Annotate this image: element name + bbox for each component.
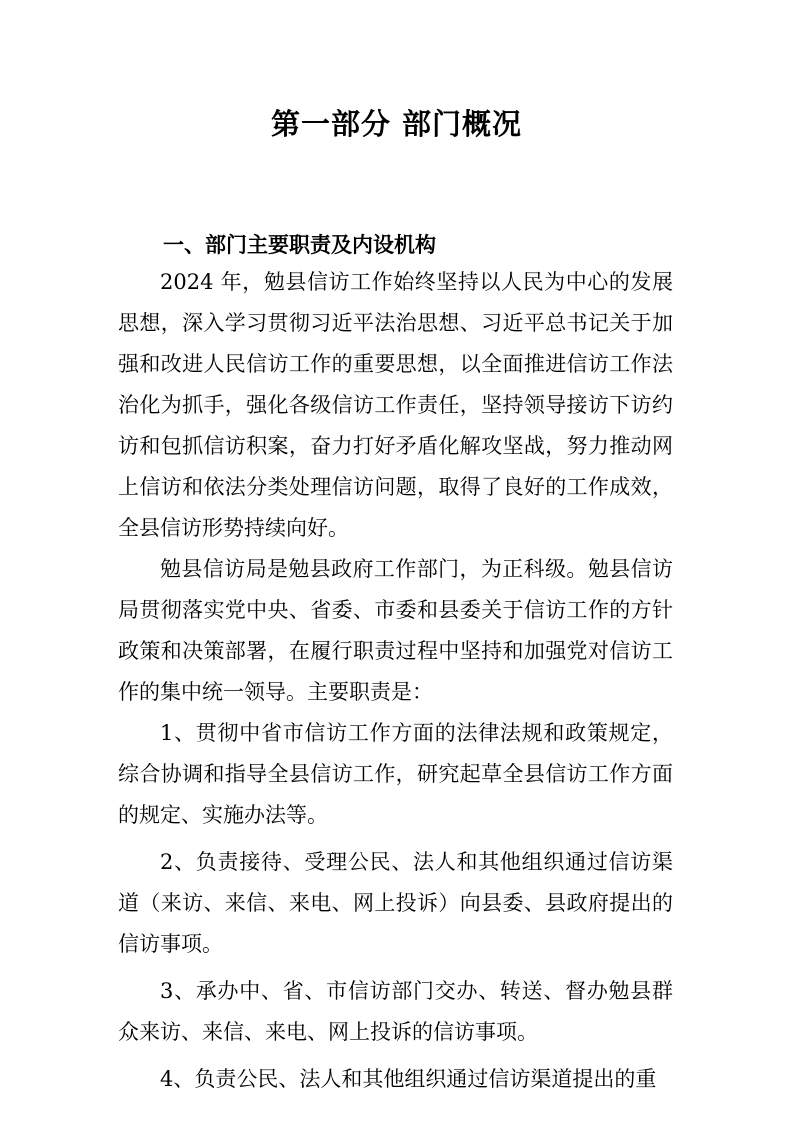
paragraph-overview: 2024 年，勉县信访工作始终坚持以人民为中心的发展思想，深入学习贯彻习近平法治思想、习近平总书记关于加强和改进人民信访工作的重要思想，以全面推进信访工作法治化为抓手，强化各级信访工作责任，坚持领导接访下访约访和包抓信访积案，奋力打好矛盾化解攻坚战，努力推动网上信访和依法分类处理信访问题，取得了良好的工作成效，全县信访形势持续向好。 xyxy=(118,270,673,540)
paragraph-duty-4: 4、负责公民、法人和其他组织通过信访渠道提出的重 xyxy=(160,1067,657,1091)
body-text xyxy=(118,262,673,1100)
paragraph-bureau-intro: 勉县信访局是勉县政府工作部门，为正科级。勉县信访局贯彻落实党中央、省委、市委和县委关于信访工作的方针政策和决策部署，在履行职责过程中坚持和加强党对信访工作的集中统一领导。主要职责是： xyxy=(118,557,673,704)
paragraph-duty-1: 1、贯彻中省市信访工作方面的法律法规和政策规定，综合协调和指导全县信访工作，研究起草全县信访工作方面的规定、实施办法等。 xyxy=(118,721,673,827)
page-title: 第一部分 部门概况 xyxy=(270,107,523,141)
paragraph-duty-3: 3、承办中、省、市信访部门交办、转送、督办勉县群众来访、来信、来电、网上投诉的信访事项。 xyxy=(118,979,673,1044)
paragraph-duty-2: 2、负责接待、受理公民、法人和其他组织通过信访渠道（来访、来信、来电、网上投诉）向县委、县政府提出的信访事项。 xyxy=(118,850,673,956)
section-heading: 一、部门主要职责及内设机构 xyxy=(163,233,436,257)
